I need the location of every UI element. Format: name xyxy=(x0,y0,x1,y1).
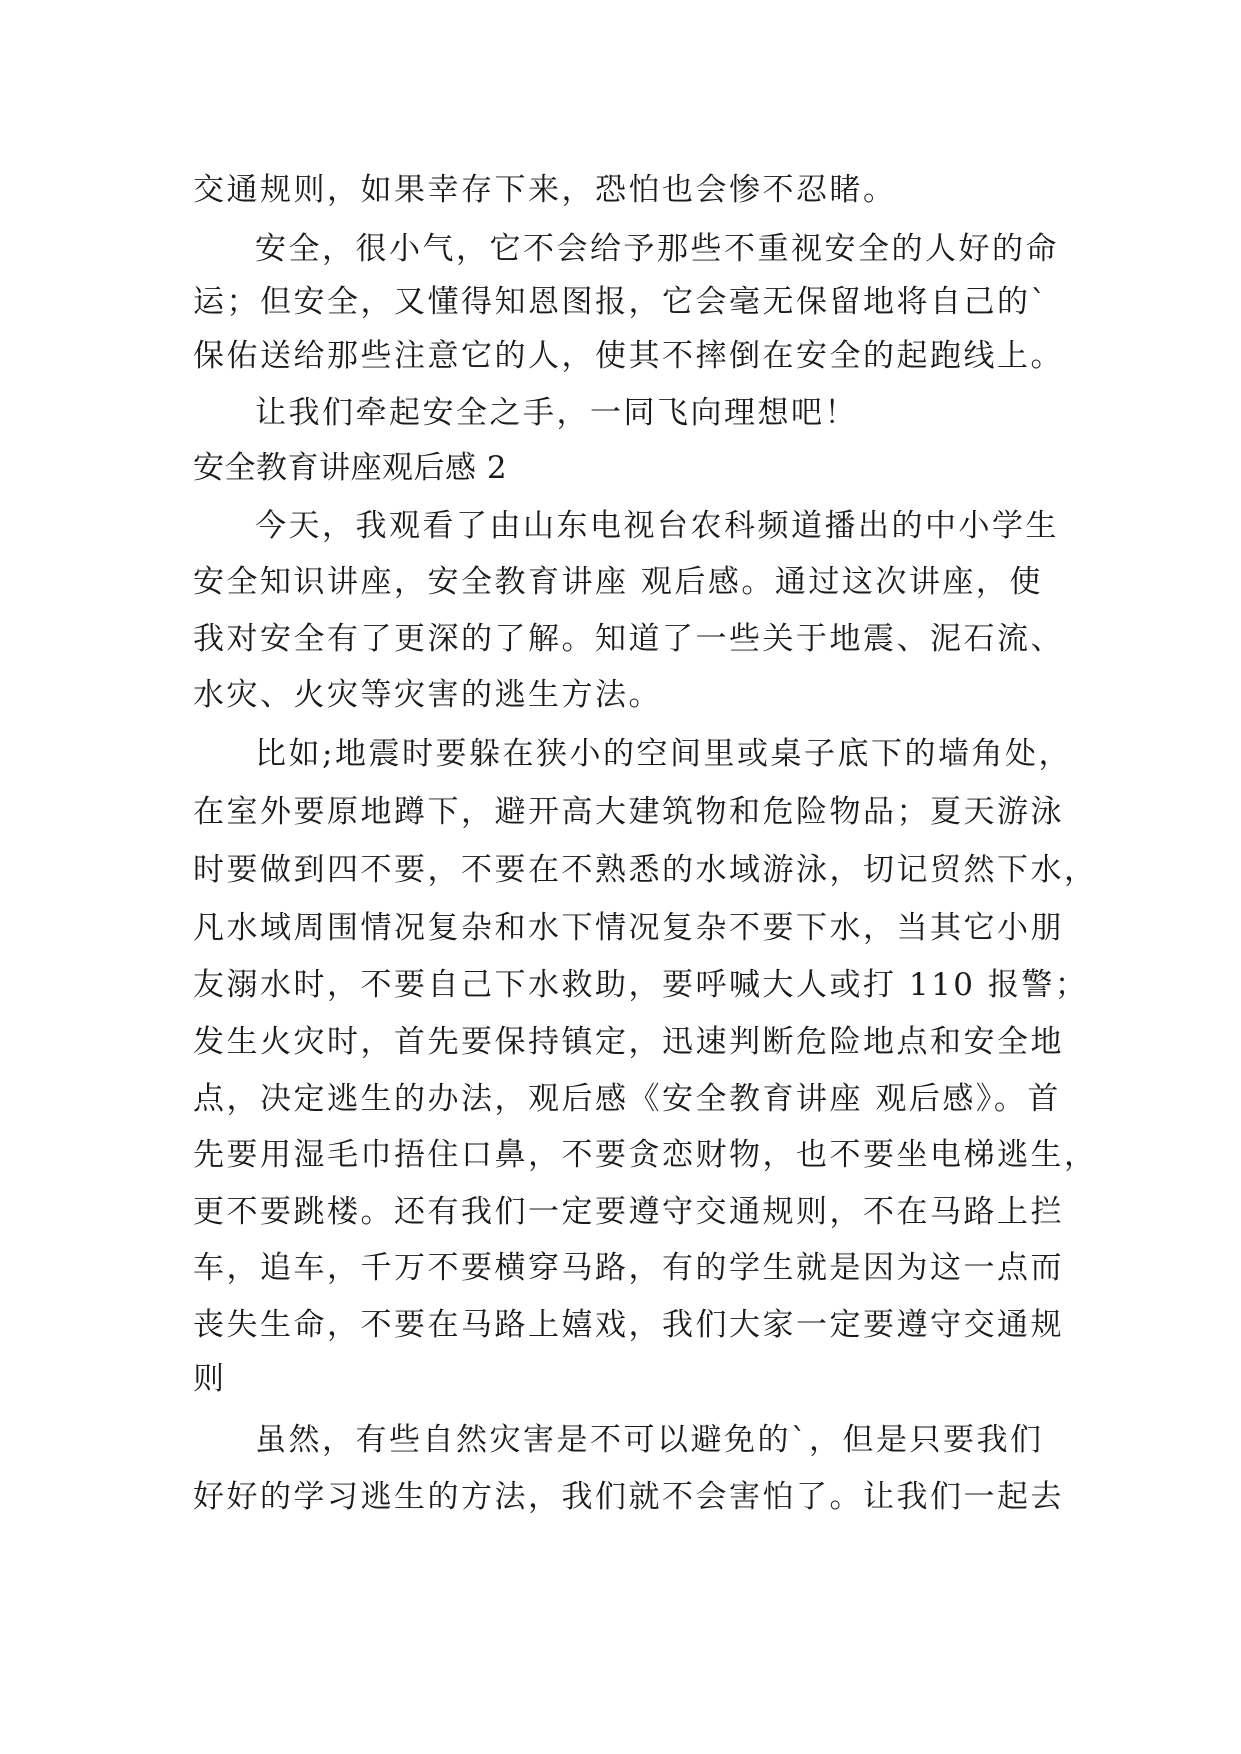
text-line: 丧失生命，不要在马路上嬉戏，我们大家一定要遵守交通规 xyxy=(193,1307,1064,1343)
paragraph-first-line: 安全，很小气，它不会给予那些不重视安全的人好的命 xyxy=(255,231,1059,267)
text-line: 在室外要原地蹲下，避开高大建筑物和危险物品；夏天游泳 xyxy=(193,794,1064,830)
text-line: 我对安全有了更深的了解。知道了一些关于地震、泥石流、 xyxy=(193,621,1064,657)
paragraph-first-line: 今天，我观看了由山东电视台农科频道播出的中小学生 xyxy=(255,508,1059,544)
text-line: 友溺水时，不要自己下水救助，要呼喊大人或打 110 报警； xyxy=(193,967,1089,1003)
paragraph-first-line: 让我们牵起安全之手，一同飞向理想吧！ xyxy=(255,395,858,431)
text-line: 交通规则，如果幸存下来，恐怕也会惨不忍睹。 xyxy=(193,172,897,208)
paragraph-first-line: 比如;地震时要躲在狭小的空间里或桌子底下的墙角处， xyxy=(255,736,1072,772)
paragraph-first-line: 虽然，有些自然灾害是不可以避免的`，但是只要我们 xyxy=(255,1422,1044,1458)
text-line: 运；但安全，又懂得知恩图报，它会毫无保留地将自己的` xyxy=(193,284,1049,320)
text-line: 则 xyxy=(193,1361,227,1397)
text-line: 更不要跳楼。还有我们一定要遵守交通规则，不在马路上拦 xyxy=(193,1194,1064,1230)
text-line: 好好的学习逃生的方法，我们就不会害怕了。让我们一起去 xyxy=(193,1479,1064,1515)
text-line: 时要做到四不要，不要在不熟悉的水域游泳，切记贸然下水， xyxy=(193,852,1098,888)
text-line: 先要用湿毛巾捂住口鼻，不要贪恋财物，也不要坐电梯逃生， xyxy=(193,1137,1098,1173)
text-line: 保佑送给那些注意它的人，使其不摔倒在安全的起跑线上。 xyxy=(193,338,1064,374)
text-line: 凡水域周围情况复杂和水下情况复杂不要下水，当其它小朋 xyxy=(193,910,1064,946)
text-line: 水灾、火灾等灾害的逃生方法。 xyxy=(193,677,662,713)
text-line: 安全知识讲座，安全教育讲座 观后感。通过这次讲座，使 xyxy=(193,564,1043,600)
section-heading: 安全教育讲座观后感 2 xyxy=(193,450,508,486)
text-line: 车，追车，千万不要横穿马路，有的学生就是因为这一点而 xyxy=(193,1250,1064,1286)
text-line: 发生火灾时，首先要保持镇定，迅速判断危险地点和安全地 xyxy=(193,1024,1064,1060)
text-line: 点，决定逃生的办法，观后感《安全教育讲座 观后感》。首 xyxy=(193,1081,1061,1117)
